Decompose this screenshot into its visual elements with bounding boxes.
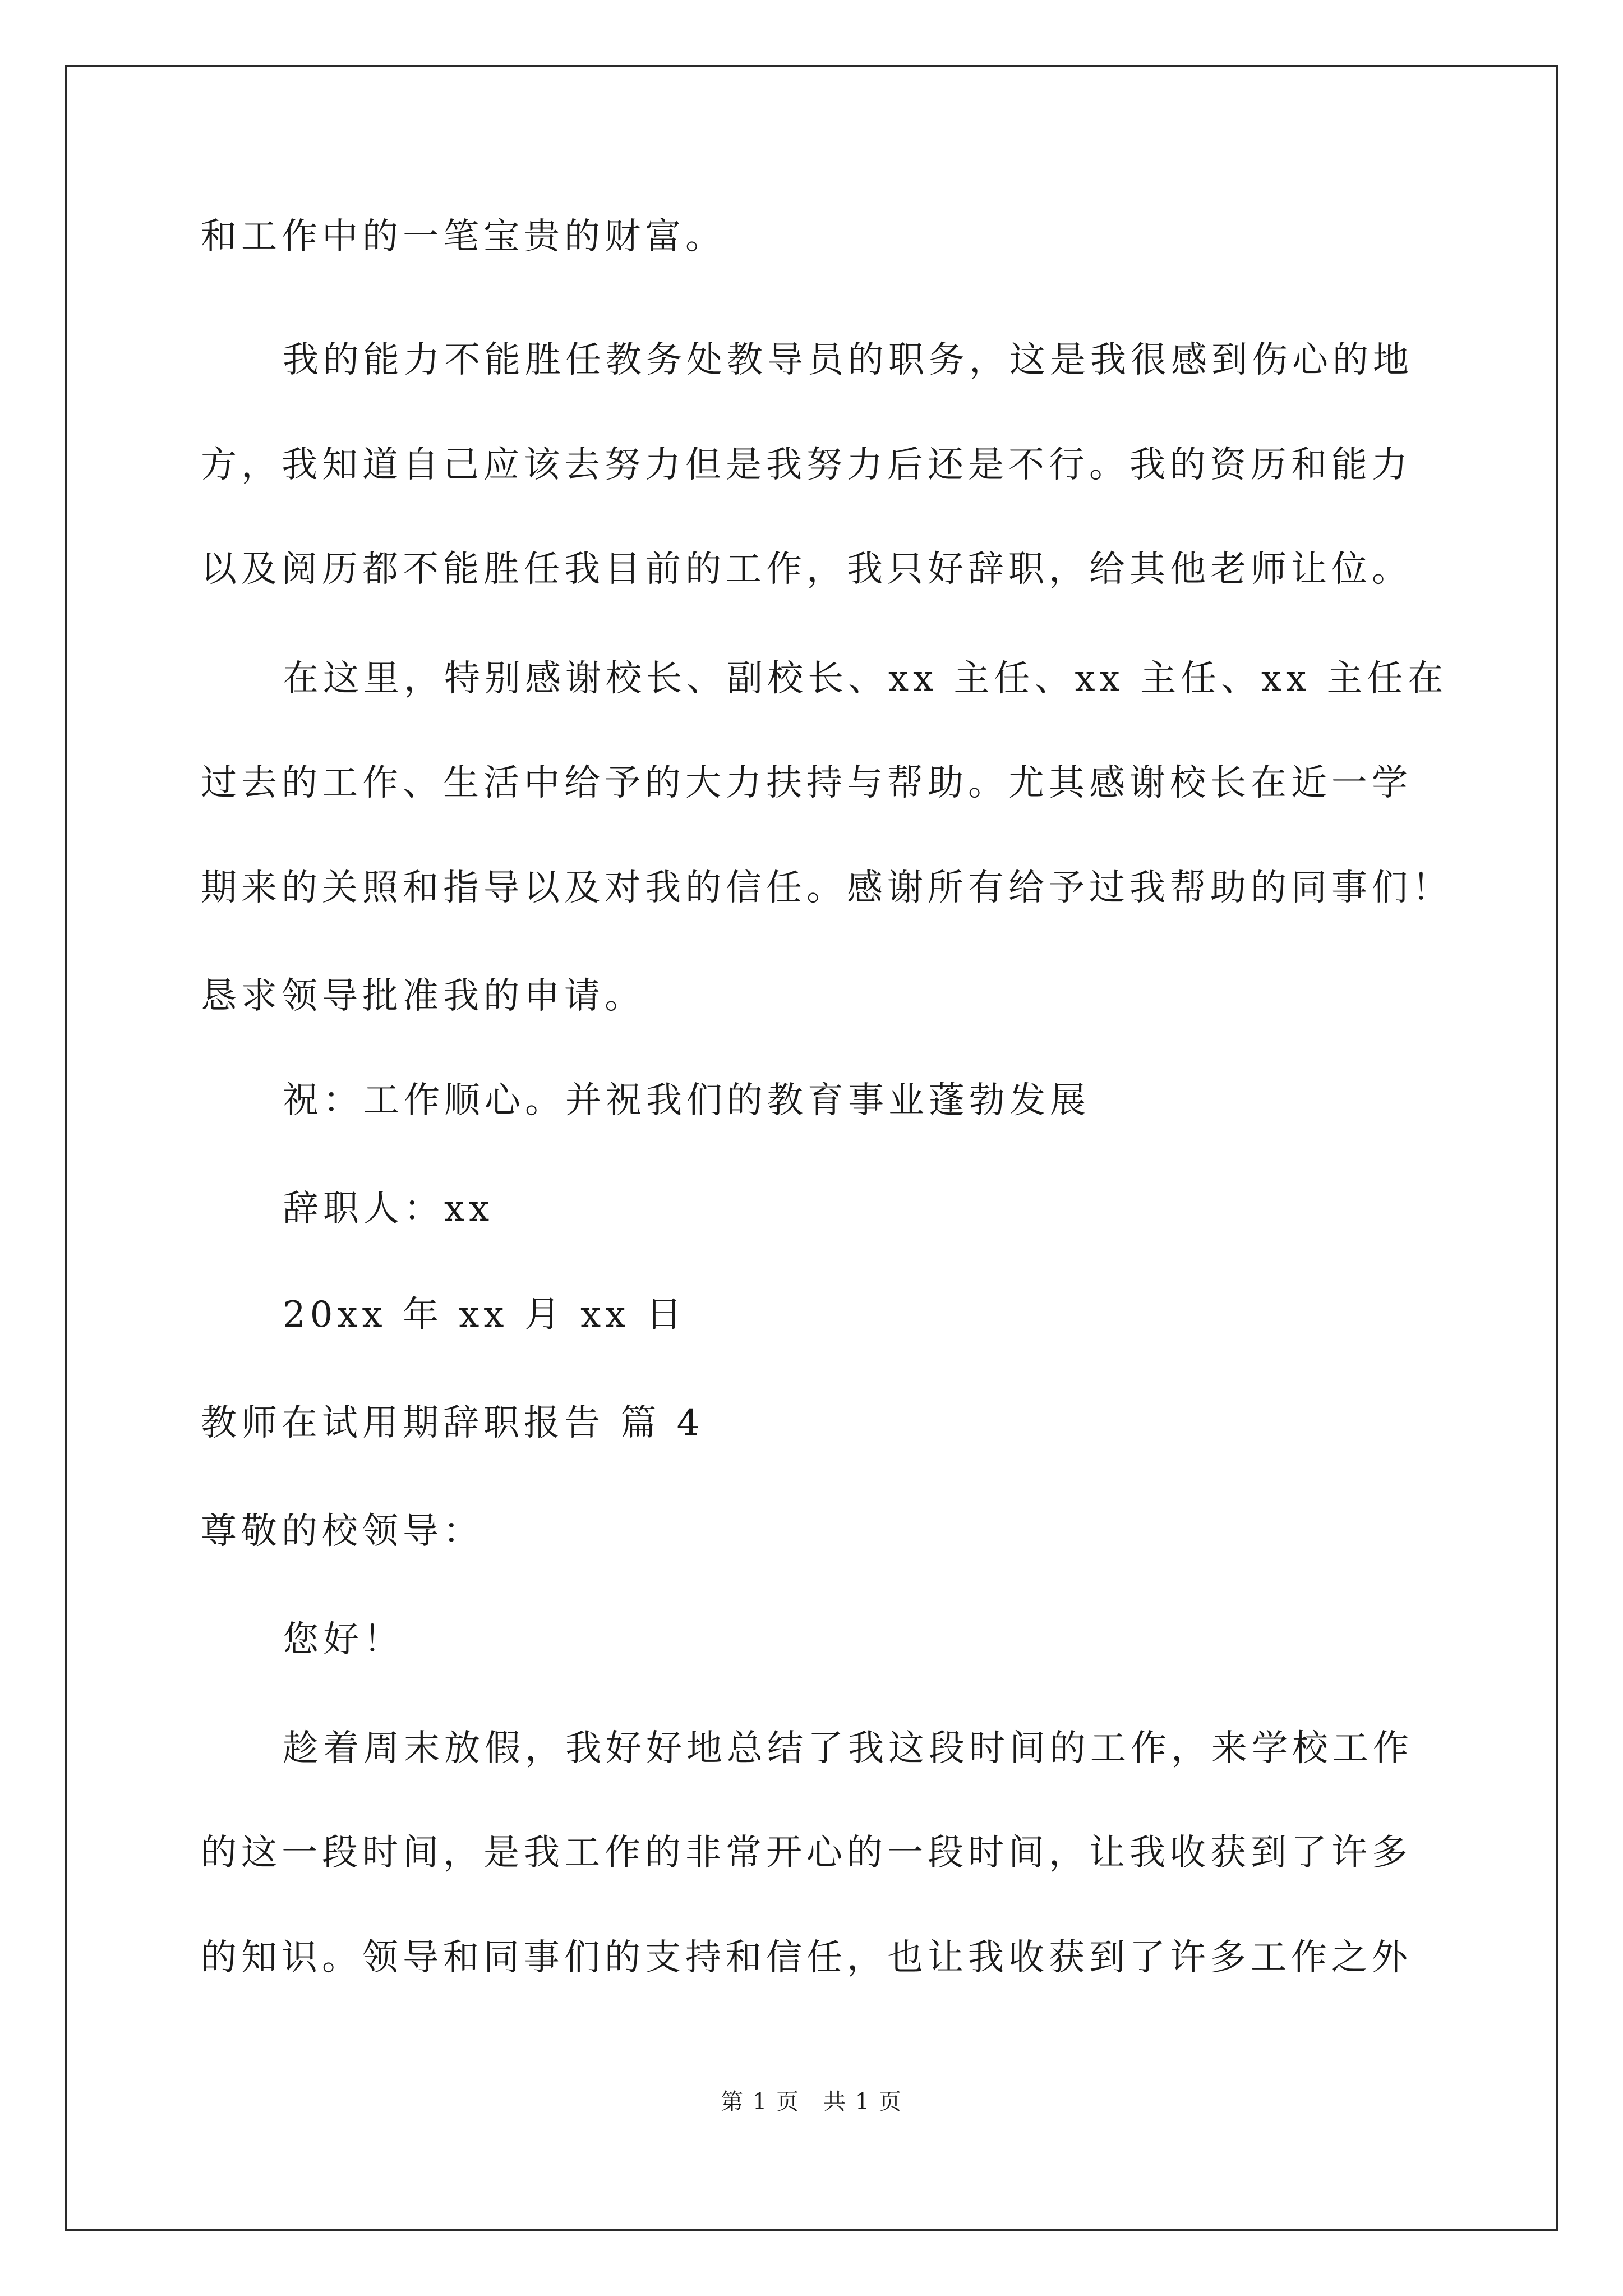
salutation: 尊敬的校领导： (201, 1511, 483, 1552)
text-line: 和工作中的一笔宝贵的财富。 (201, 216, 726, 257)
greeting: 您好！ (283, 1619, 404, 1660)
text-line: 的这一段时间，是我工作的非常开心的一段时间，让我收获到了许多 (201, 1832, 1412, 1874)
text-line: 以及阅历都不能胜任我目前的工作，我只好辞职，给其他老师让位。 (201, 549, 1412, 590)
closing-wish: 祝：工作顺心。并祝我们的教育事业蓬勃发展 (283, 1080, 1090, 1121)
section-heading: 教师在试用期辞职报告 篇 4 (201, 1402, 704, 1444)
page-border (65, 65, 1558, 2231)
paragraph-line: 在这里，特别感谢校长、副校长、xx 主任、xx 主任、xx 主任在 (283, 658, 1448, 700)
paragraph-line: 趁着周末放假，我好好地总结了我这段时间的工作，来学校工作 (283, 1728, 1413, 1769)
page-number-footer: 第 1 页 共 1 页 (721, 2089, 902, 2115)
paragraph-line: 我的能力不能胜任教务处教导员的职务，这是我很感到伤心的地 (283, 339, 1413, 381)
text-line: 过去的工作、生活中给予的大力扶持与帮助。尤其感谢校长在近一学 (201, 762, 1412, 804)
date-line: 20xx 年 xx 月 xx 日 (283, 1294, 686, 1336)
signature-line: 辞职人：xx (283, 1188, 494, 1230)
text-line: 方，我知道自己应该去努力但是我努力后还是不行。我的资历和能力 (201, 444, 1412, 486)
text-line: 恳求领导批准我的申请。 (201, 976, 645, 1017)
text-line: 的知识。领导和同事们的支持和信任，也让我收获到了许多工作之外 (201, 1937, 1412, 1978)
text-line: 期来的关照和指导以及对我的信任。感谢所有给予过我帮助的同事们！ (201, 867, 1453, 909)
